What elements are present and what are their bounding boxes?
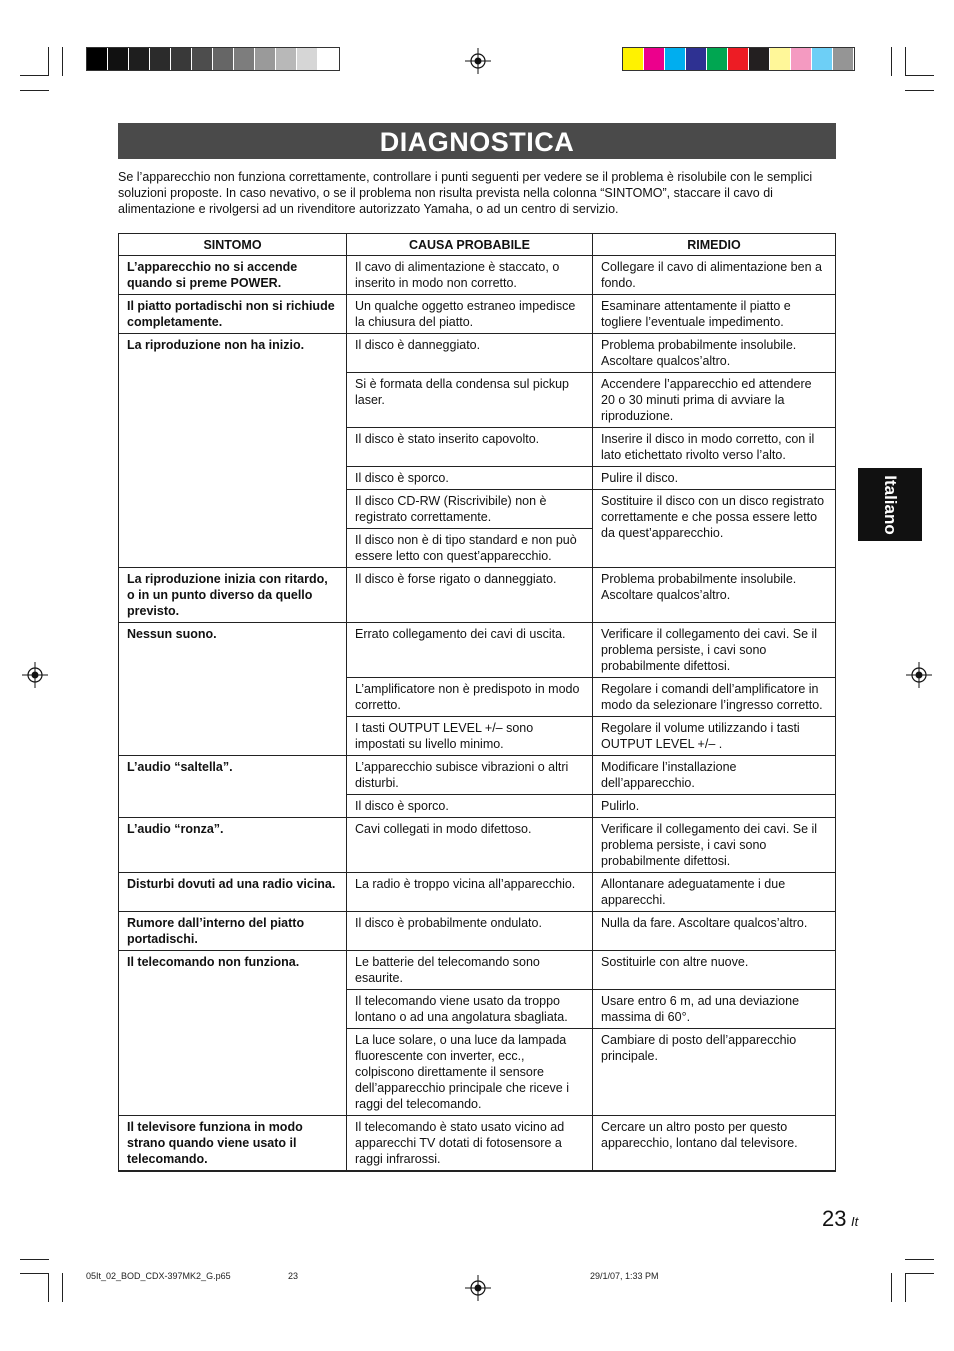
table-row xyxy=(119,951,836,990)
cause-cell: Il disco è forse rigato o danneggiato. xyxy=(347,568,593,623)
cause-cell: Il disco è sporco. xyxy=(347,467,593,490)
color-swatch xyxy=(623,48,644,70)
cause-cell: La radio è troppo vicina all’apparecchio. xyxy=(347,873,593,912)
remedy-cell: Allontanare adeguatamente i due apparecchi. xyxy=(593,873,836,912)
color-swatch xyxy=(770,48,791,70)
page-number: 23 xyxy=(822,1206,847,1231)
footer-page: 23 xyxy=(288,1271,299,1281)
color-swatch xyxy=(213,48,234,70)
symptom-cell: Il telecomando non funziona. xyxy=(119,951,347,1116)
cause-cell: Il disco è stato inserito capovolto. xyxy=(347,428,593,467)
remedy-cell: Esaminare attentamente il piatto e togliere l’eventuale impedimento. xyxy=(593,295,836,334)
table-row xyxy=(119,295,836,334)
registration-mark-icon xyxy=(22,662,48,688)
intro-paragraph: Se l’apparecchio non funziona correttamente, controllare i punti seguenti per vedere se il problema è risolubile con le semplici soluzioni proposte. In caso nevativo, o se il problema non risulta prevista nella colonna “SINTOMO”, staccare il cavo di alimentazione e rivolgersi ad un rivenditore autorizzato Yamaha, o ad un centro di servizio. xyxy=(118,170,813,216)
color-swatch xyxy=(87,48,108,70)
symptom-cell: Il piatto portadischi non si richiude completamente. xyxy=(119,295,347,334)
color-swatch xyxy=(234,48,255,70)
remedy-cell: Sostituire il disco con un disco registrato correttamente e che possa essere letto da quest’apparecchio. xyxy=(593,490,836,568)
color-swatch xyxy=(171,48,192,70)
cause-cell: Cavi collegati in modo difettoso. xyxy=(347,818,593,873)
cause-cell: Il disco è sporco. xyxy=(347,795,593,818)
symptom-cell: L’audio “saltella”. xyxy=(119,756,347,818)
color-swatch xyxy=(791,48,812,70)
page-language-suffix: It xyxy=(851,1214,859,1229)
cause-cell: Il disco è danneggiato. xyxy=(347,334,593,373)
column-header-symptom: SINTOMO xyxy=(119,234,347,256)
color-swatch xyxy=(707,48,728,70)
page-title: DIAGNOSTICA xyxy=(118,123,836,159)
symptom-cell: Il televisore funziona in modo strano quando viene usato il telecomando. xyxy=(119,1116,347,1172)
remedy-cell: Inserire il disco in modo corretto, con il lato etichettato rivolto verso l’alto. xyxy=(593,428,836,467)
remedy-cell: Modificare l’installazione dell’apparecchio. xyxy=(593,756,836,795)
table-row xyxy=(119,623,836,678)
color-swatch xyxy=(644,48,665,70)
table-header-row xyxy=(119,234,836,256)
cause-cell: L’amplificatore non è predispoto in modo corretto. xyxy=(347,678,593,717)
table-row xyxy=(119,912,836,951)
footer-filename: 05It_02_BOD_CDX-397MK2_G.p65 xyxy=(86,1271,231,1281)
symptom-cell: Nessun suono. xyxy=(119,623,347,756)
cause-cell: Il disco CD-RW (Riscrivibile) non è registrato correttamente. xyxy=(347,490,593,529)
color-swatch xyxy=(686,48,707,70)
color-swatch xyxy=(276,48,297,70)
cause-cell: La luce solare, o una luce da lampada fluorescente con inverter, ecc., colpiscono direttamente il sensore dell’apparecchio principale che riceve i raggi del telecomando. xyxy=(347,1029,593,1116)
cause-cell: Il telecomando viene usato da troppo lontano o ad una angolatura sbagliata. xyxy=(347,990,593,1029)
color-swatch xyxy=(665,48,686,70)
color-swatch xyxy=(318,48,339,70)
symptom-cell: L’audio “ronza”. xyxy=(119,818,347,873)
cause-cell: Le batterie del telecomando sono esaurite. xyxy=(347,951,593,990)
table-row xyxy=(119,756,836,795)
remedy-cell: Problema probabilmente insolubile. Ascoltare qualcos’altro. xyxy=(593,334,836,373)
remedy-cell: Problema probabilmente insolubile. Ascoltare qualcos’altro. xyxy=(593,568,836,623)
remedy-cell: Collegare il cavo di alimentazione ben a fondo. xyxy=(593,256,836,295)
remedy-cell: Sostituirle con altre nuove. xyxy=(593,951,836,990)
cause-cell: Un qualche oggetto estraneo impedisce la chiusura del piatto. xyxy=(347,295,593,334)
cause-cell: Il disco è probabilmente ondulato. xyxy=(347,912,593,951)
registration-mark-icon xyxy=(465,1275,491,1301)
remedy-cell: Regolare il volume utilizzando i tasti OUTPUT LEVEL +/– . xyxy=(593,717,836,756)
remedy-cell: Cercare un altro posto per questo apparecchio, lontano dal televisore. xyxy=(593,1116,836,1172)
remedy-cell: Verificare il collegamento dei cavi. Se il problema persiste, i cavi sono probabilmente difettosi. xyxy=(593,818,836,873)
color-swatch xyxy=(255,48,276,70)
cause-cell: L’apparecchio subisce vibrazioni o altri disturbi. xyxy=(347,756,593,795)
color-bar xyxy=(622,47,855,71)
remedy-cell: Cambiare di posto dell’apparecchio principale. xyxy=(593,1029,836,1116)
column-header-cause: CAUSA PROBABILE xyxy=(347,234,593,256)
language-tab xyxy=(858,468,922,541)
color-swatch xyxy=(297,48,318,70)
cause-cell: Si è formata della condensa sul pickup laser. xyxy=(347,373,593,428)
remedy-cell: Accendere l’apparecchio ed attendere 20 o 30 minuti prima di avviare la riproduzione. xyxy=(593,373,836,428)
table-row xyxy=(119,334,836,373)
color-swatch xyxy=(192,48,213,70)
symptom-cell: La riproduzione inizia con ritardo, o in un punto diverso da quello previsto. xyxy=(119,568,347,623)
remedy-cell: Regolare i comandi dell’amplificatore in modo da selezionare l’ingresso corretto. xyxy=(593,678,836,717)
column-header-remedy: RIMEDIO xyxy=(593,234,836,256)
cause-cell: I tasti OUTPUT LEVEL +/– sono impostati su livello minimo. xyxy=(347,717,593,756)
grayscale-bar xyxy=(86,47,340,71)
cause-cell: Errato collegamento dei cavi di uscita. xyxy=(347,623,593,678)
color-swatch xyxy=(833,48,854,70)
table-row xyxy=(119,873,836,912)
registration-mark-icon xyxy=(906,662,932,688)
color-swatch xyxy=(129,48,150,70)
color-swatch xyxy=(108,48,129,70)
color-swatch xyxy=(150,48,171,70)
remedy-cell: Nulla da fare. Ascoltare qualcos’altro. xyxy=(593,912,836,951)
color-swatch xyxy=(749,48,770,70)
footer-date: 29/1/07, 1:33 PM xyxy=(590,1271,659,1281)
table-row xyxy=(119,1116,836,1172)
troubleshooting-table xyxy=(118,233,836,1172)
symptom-cell: La riproduzione non ha inizio. xyxy=(119,334,347,568)
symptom-cell: L’apparecchio no si accende quando si preme POWER. xyxy=(119,256,347,295)
table-row xyxy=(119,818,836,873)
symptom-cell: Rumore dall’interno del piatto portadischi. xyxy=(119,912,347,951)
table-row xyxy=(119,256,836,295)
table-row xyxy=(119,568,836,623)
language-tab-label: Italiano xyxy=(881,474,900,535)
symptom-cell: Disturbi dovuti ad una radio vicina. xyxy=(119,873,347,912)
registration-mark-icon xyxy=(465,48,491,74)
remedy-cell: Pulirlo. xyxy=(593,795,836,818)
remedy-cell: Pulire il disco. xyxy=(593,467,836,490)
cause-cell: Il telecomando è stato usato vicino ad apparecchi TV dotati di fotosensore a raggi infrarossi. xyxy=(347,1116,593,1172)
color-swatch xyxy=(812,48,833,70)
cause-cell: Il cavo di alimentazione è staccato, o inserito in modo non corretto. xyxy=(347,256,593,295)
remedy-cell: Usare entro 6 m, ad una deviazione massima di 60°. xyxy=(593,990,836,1029)
cause-cell: Il disco non è di tipo standard e non può essere letto con quest’apparecchio. xyxy=(347,529,593,568)
remedy-cell: Verificare il collegamento dei cavi. Se il problema persiste, i cavi sono probabilmente difettosi. xyxy=(593,623,836,678)
color-swatch xyxy=(728,48,749,70)
